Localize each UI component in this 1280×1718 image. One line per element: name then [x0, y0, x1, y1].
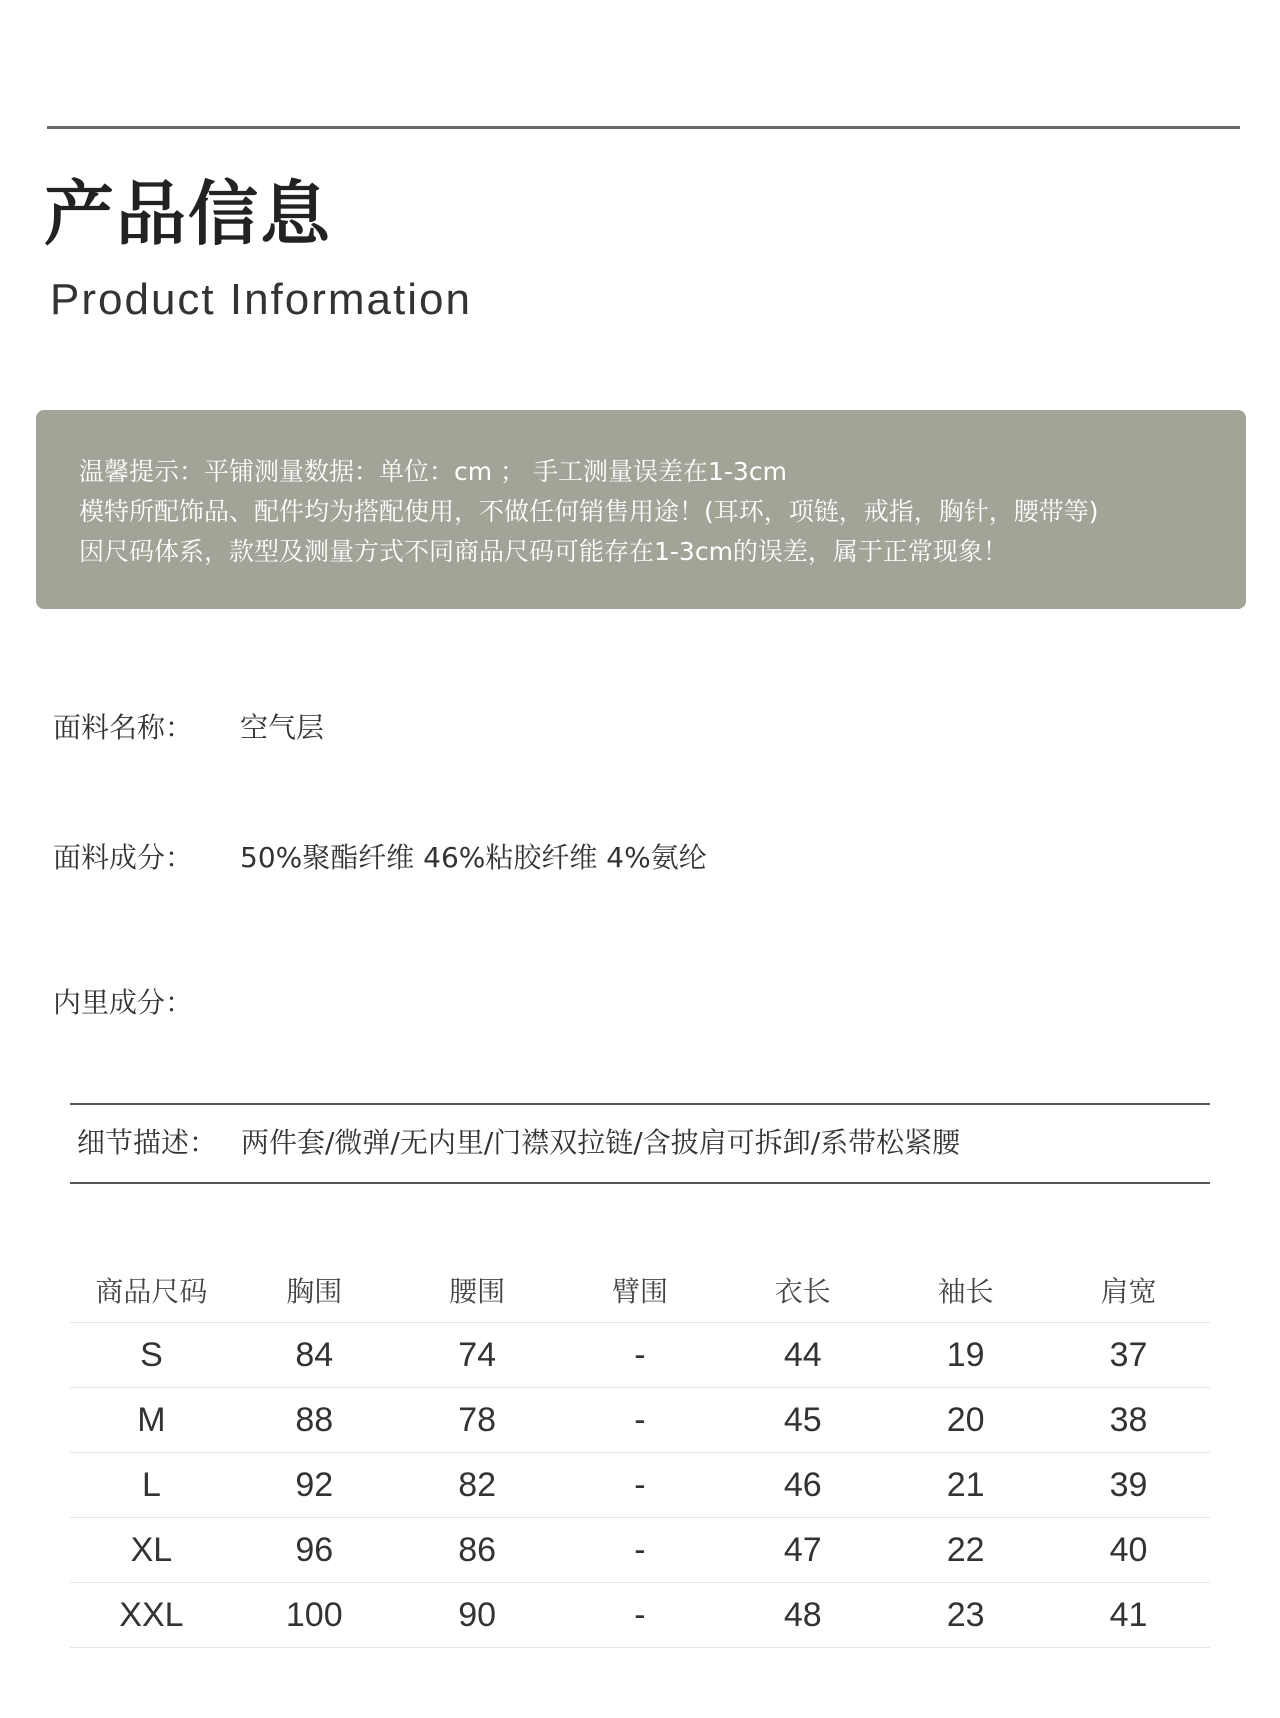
fabric-name-value: 空气层 — [240, 711, 325, 744]
table-cell: 23 — [884, 1583, 1047, 1648]
table-cell: 88 — [233, 1388, 396, 1453]
table-row — [70, 1323, 1210, 1388]
notice-line: 温馨提示：平铺测量数据：单位：cm ； 手工测量误差在1-3cm — [79, 457, 787, 486]
table-cell: 90 — [396, 1583, 559, 1648]
table-cell: 96 — [233, 1518, 396, 1583]
table-row — [70, 1583, 1210, 1648]
table-cell: 19 — [884, 1323, 1047, 1388]
detail-description-box — [70, 1103, 1210, 1184]
table-cell: 82 — [396, 1453, 559, 1518]
header-sleeve: 袖长 — [884, 1257, 1047, 1323]
header-length: 衣长 — [721, 1257, 884, 1323]
detail-label: 细节描述： — [77, 1126, 218, 1159]
table-cell: 78 — [396, 1388, 559, 1453]
detail-value: 两件套/微弹/无内里/门襟双拉链/含披肩可拆卸/系带松紧腰 — [241, 1126, 961, 1159]
fabric-name-row — [53, 708, 324, 748]
table-row — [70, 1453, 1210, 1518]
table-cell: - — [559, 1453, 722, 1518]
fabric-name-label: 面料名称： — [53, 711, 194, 744]
table-cell: 20 — [884, 1388, 1047, 1453]
table-cell: 48 — [721, 1583, 884, 1648]
table-cell: 86 — [396, 1518, 559, 1583]
detail-description — [77, 1123, 960, 1163]
table-cell: 41 — [1047, 1583, 1210, 1648]
table-cell: - — [559, 1323, 722, 1388]
table-cell: 46 — [721, 1453, 884, 1518]
fabric-composition-label: 面料成分： — [53, 841, 194, 874]
table-cell: S — [70, 1323, 233, 1388]
size-table-header-row — [70, 1257, 1210, 1323]
table-cell: - — [559, 1518, 722, 1583]
fabric-composition-value: 50%聚酯纤维 46%粘胶纤维 4%氨纶 — [240, 841, 707, 874]
table-cell: 44 — [721, 1323, 884, 1388]
table-cell: 40 — [1047, 1518, 1210, 1583]
notice-panel — [36, 410, 1246, 609]
header-chest: 胸围 — [233, 1257, 396, 1323]
notice-line: 模特所配饰品、配件均为搭配使用，不做任何销售用途！(耳环，项链，戒指，胸针，腰带等) — [79, 497, 1099, 526]
table-cell: 38 — [1047, 1388, 1210, 1453]
table-cell: 39 — [1047, 1453, 1210, 1518]
table-cell: L — [70, 1453, 233, 1518]
table-row — [70, 1518, 1210, 1583]
size-table — [70, 1257, 1210, 1648]
table-cell: 45 — [721, 1388, 884, 1453]
header-size: 商品尺码 — [70, 1257, 233, 1323]
lining-composition-label: 内里成分： — [53, 986, 194, 1019]
table-cell: - — [559, 1583, 722, 1648]
table-cell: 21 — [884, 1453, 1047, 1518]
table-cell: 74 — [396, 1323, 559, 1388]
fabric-composition-row — [53, 838, 707, 878]
table-cell: M — [70, 1388, 233, 1453]
table-cell: 37 — [1047, 1323, 1210, 1388]
page-title: 产品信息 — [44, 173, 332, 255]
page-subtitle: Product Information — [50, 275, 472, 324]
notice-line: 因尺码体系，款型及测量方式不同商品尺码可能存在1-3cm的误差，属于正常现象！ — [79, 537, 1008, 566]
table-cell: 84 — [233, 1323, 396, 1388]
table-cell: 47 — [721, 1518, 884, 1583]
lining-composition-row — [53, 983, 240, 1023]
table-cell: 92 — [233, 1453, 396, 1518]
table-cell: 100 — [233, 1583, 396, 1648]
header-arm: 臂围 — [559, 1257, 722, 1323]
table-cell: 22 — [884, 1518, 1047, 1583]
top-divider — [47, 126, 1240, 129]
table-cell: XXL — [70, 1583, 233, 1648]
table-cell: - — [559, 1388, 722, 1453]
header-shoulder: 肩宽 — [1047, 1257, 1210, 1323]
table-cell: XL — [70, 1518, 233, 1583]
table-row — [70, 1388, 1210, 1453]
header-waist: 腰围 — [396, 1257, 559, 1323]
